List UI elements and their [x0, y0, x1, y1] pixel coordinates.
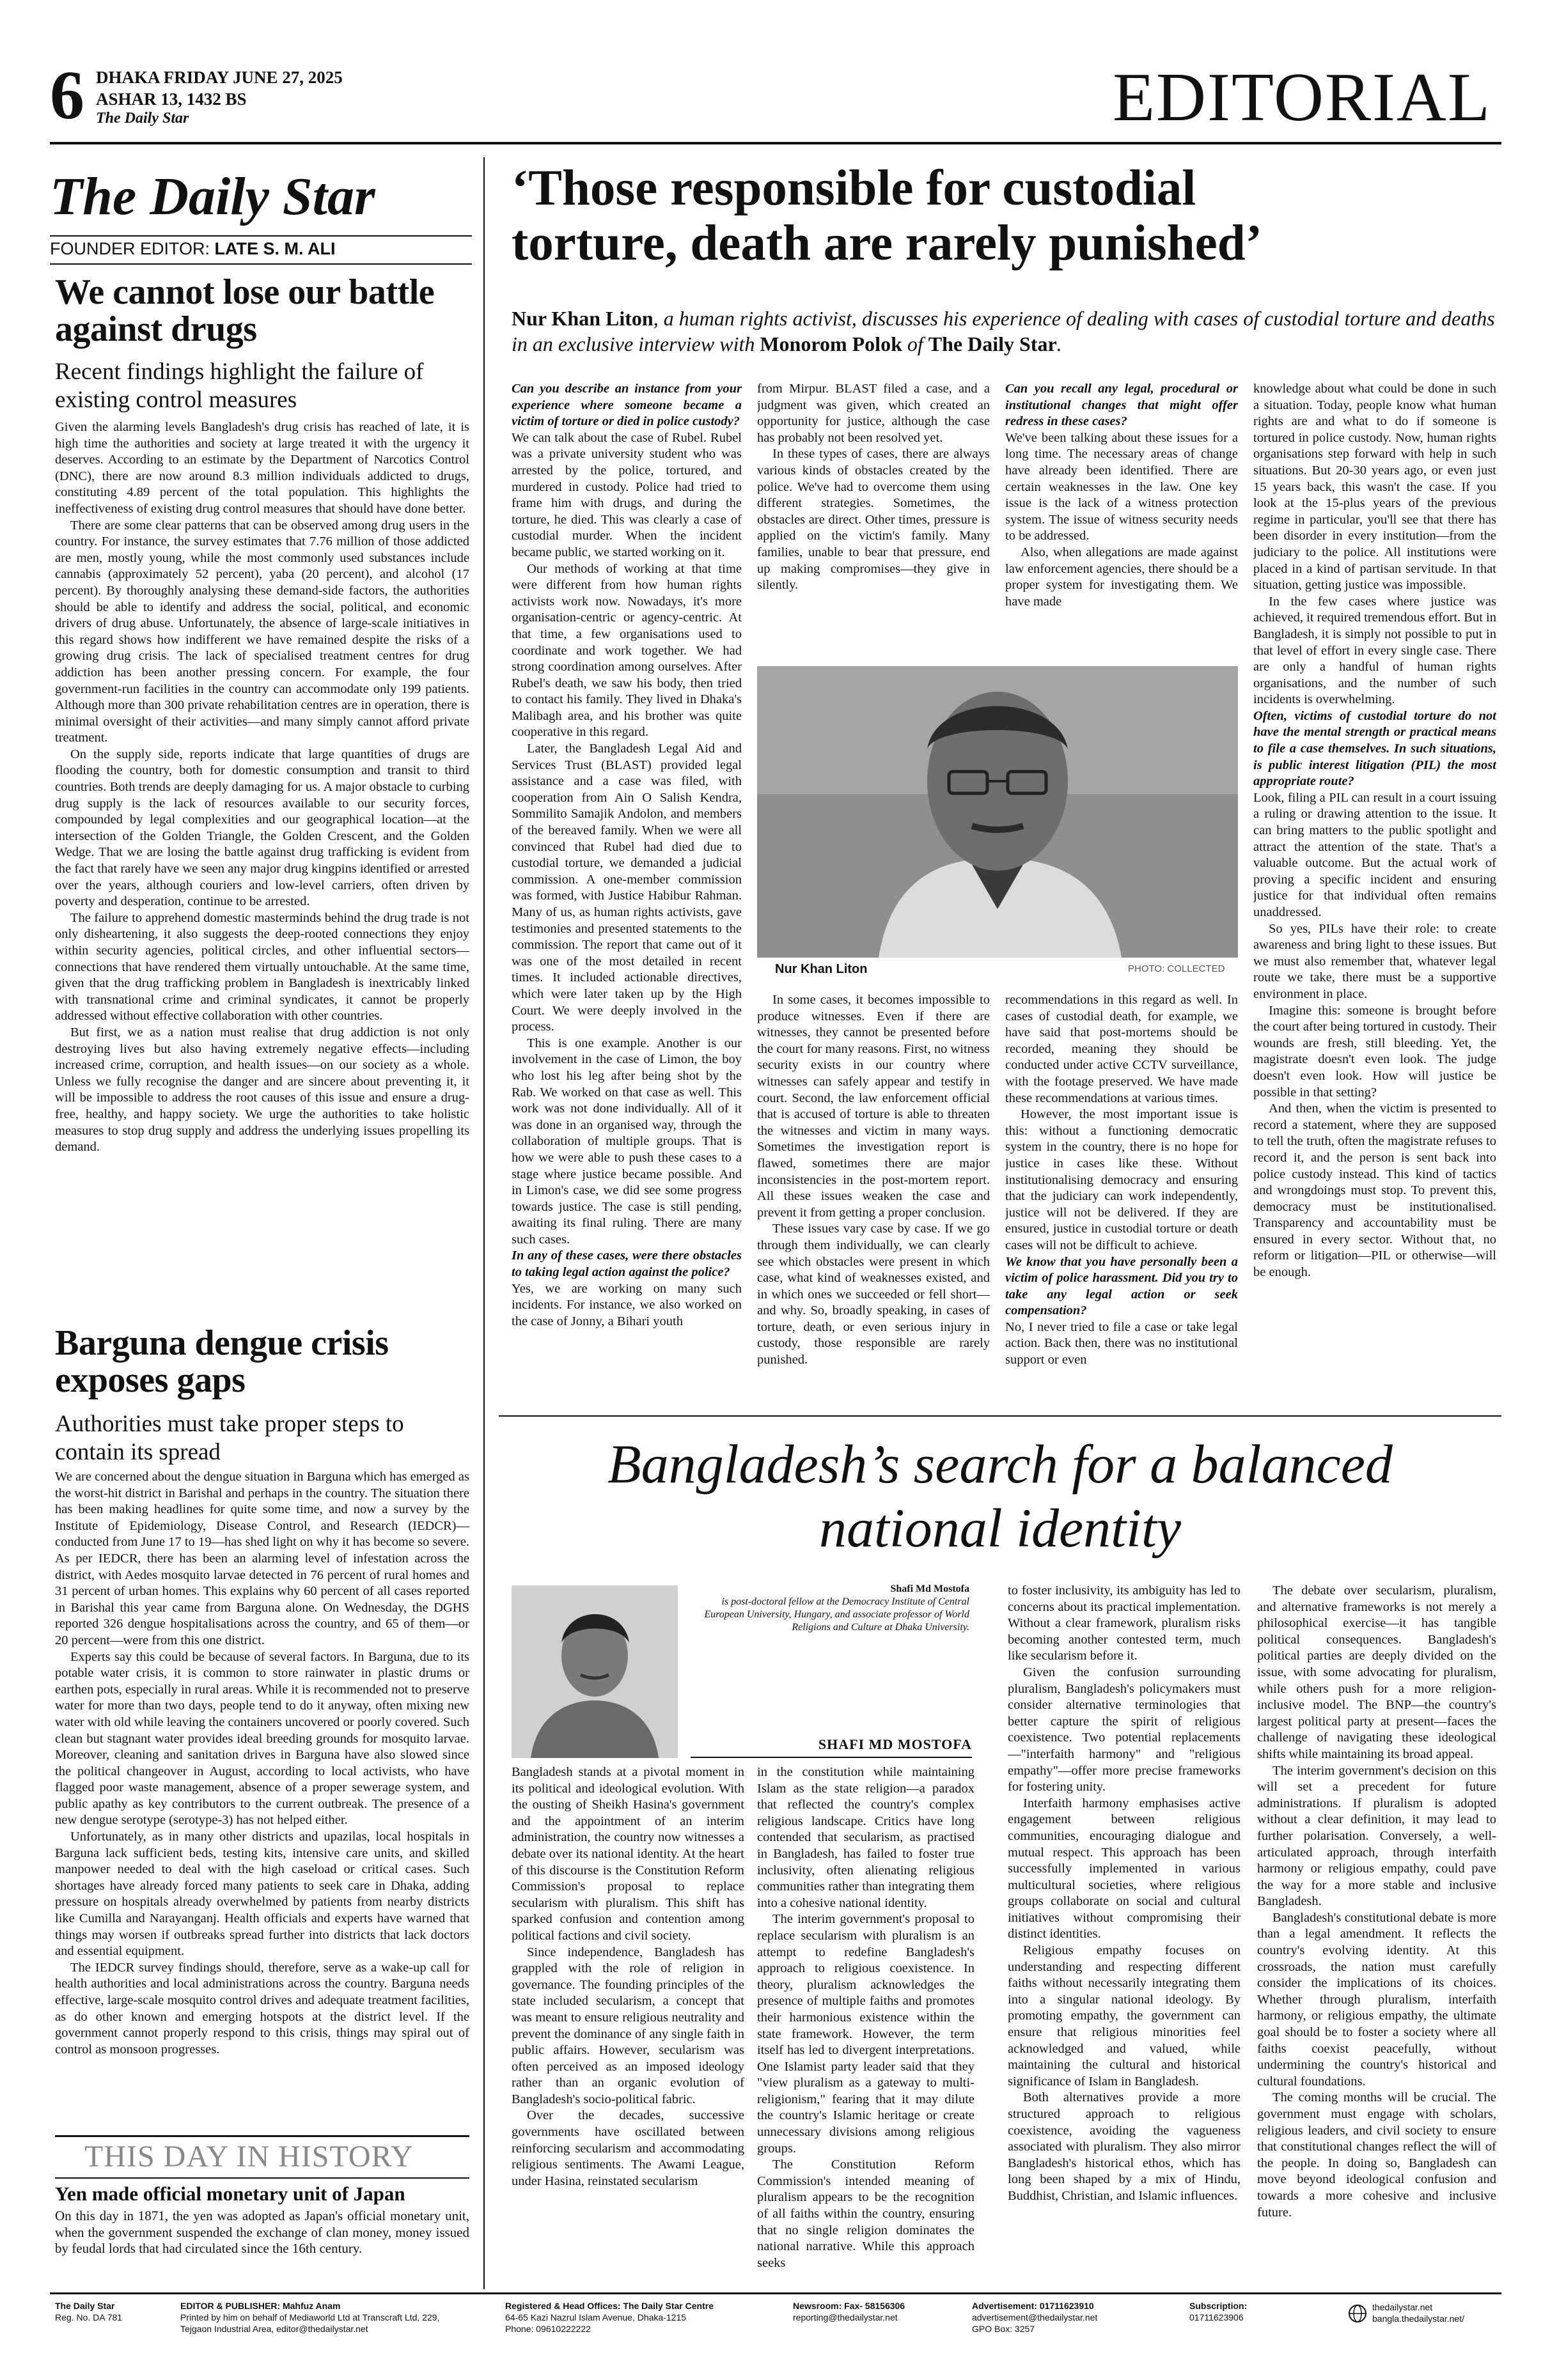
editorial1-paragraph: The failure to apprehend domestic masterminds behind the drug trade is not only disheartening, it also suggests the deep-rooted connections they enjoy within security agencies, political circles, and other influential sectors—connections that have rendered them virtually untouchable. At the same time, given that the drug trafficking problem in Bangladesh is inextricably linked with transnational crime and criminal syndicates, it cannot be properly addressed without effective collaboration with other countries.: [55, 910, 469, 1023]
website-link[interactable]: thedailystar.net: [1372, 2302, 1433, 2312]
column-divider: [483, 157, 485, 2289]
interviewee-name: Nur Khan Liton: [512, 307, 654, 330]
interview-question: Can you recall any legal, procedural or institutional changes that might offer redress in these cases?: [1005, 382, 1238, 429]
opinion-headline: [499, 1432, 1501, 1560]
opinion-paragraph: The interim government's decision on this will set a precedent for future administrations. If pluralism is adopted without a clear definition, it may lead to further polarisation. Conversely, a well-articulated approach, through interfaith harmony or religious empathy, could pave the way for a more stable and inclusive Bangladesh.: [1257, 1763, 1496, 1909]
author-byline: SHAFI MD MOSTOFA: [818, 1736, 972, 1752]
history-headline: Yen made official monetary unit of Japan: [55, 2182, 405, 2205]
editorial2-paragraph: We are concerned about the dengue situation in Barguna which has emerged as the worst-hit district in Barishal and perhaps in the country. The situation there has been making headlines for quite some time, and now a survey by the Institute of Epidemiology, Disease Control, and Research (IEDCR)—conducted from June 17 to 19—has shed light on why it has become so severe. As per IEDCR, there has been an alarming level of infestation across the district, with Aedes mosquito larvae detected in 76 percent of rural homes and 31 percent of urban homes. This explains why 60 percent of all cases reported in Barishal this year came from Barguna alone. On Wednesday, the DGHS reported 326 dengue hospitalisations across the country, and 65 of them—or 20 percent—were from this one district.: [55, 1470, 469, 1647]
history-label: THIS DAY IN HISTORY: [84, 2140, 414, 2174]
opinion-paragraph: in the constitution while maintaining Islam as the state religion—a paradox that reflected the country's complex religious landscape. Critics have long contended that secularism, as practised in Bangladesh, has failed to foster true inclusivity, often alienating religious communities rather than integrating them into a cohesive national identity.: [757, 1765, 975, 1910]
footer-line: Subscription:: [1189, 2301, 1248, 2311]
footer-line: The Daily Star: [55, 2301, 115, 2311]
intro-end: .: [1056, 332, 1062, 355]
opinion-col-1: [512, 1764, 744, 2276]
interview-answer: In some cases, it becomes impossible to produce witnesses. Even if there are witnesses, they cannot be presented before the court for many reasons. First, no witness security exists in our country where witnesses can safely appear and testify in court. Second, the law enforcement official that is accused of torture is able to threaten the witnesses and victim in many ways. Sometimes the investigation report is flawed, sometimes there are major inconsistencies in the post-mortem report. All these issues weaken the case and prevent it from getting a proper conclusion.: [757, 993, 990, 1220]
history-top-rule: [55, 2135, 469, 2137]
opinion-paragraph: Since independence, Bangladesh has grappled with the role of religion in governance. The founding principles of the state included secularism, a concept that was meant to ensure religious neutrality and prevent the dominance of any single faith in public affairs. However, secularism was often perceived as an imposed ideology rather than an organic evolution of Bangladesh's socio-political fabric.: [512, 1945, 744, 2106]
founder-editor-label: FOUNDER EDITOR:: [50, 239, 210, 258]
history-bottom-rule: [55, 2177, 469, 2179]
page-number: 6: [50, 58, 84, 134]
founder-rule: [50, 263, 472, 265]
footer-line: Reg. No. DA 781: [55, 2312, 123, 2322]
editorial2-paragraph: Experts say this could be because of several factors. In Barguna, due to its potable water crisis, it is common to store rainwater in plastic drums or earthen pots, especially in rural areas. While it is recommended not to preserve water for more than two days, people tend to do it anyway, often mixing new water with old while leaving the containers uncovered or poorly covered. Such clean but stagnant water provides ideal breeding grounds for mosquito larvae. Moreover, cleaning and sanitation drives in Barguna have also slowed since the political changeover in August, according to local activists, who have flagged poor waste management, absence of a proper sewerage system, and public apathy as key contributors to the current outbreak. The presence of a new dengue serotype (serotype-3) has not helped either.: [55, 1649, 469, 1828]
interview-answer: So yes, PILs have their role: to create awareness and bring light to these issues. But we must also remember that, whatever legal route we take, there must be a supportive environment in place.: [1253, 921, 1496, 1001]
opinion-col-2: [757, 1764, 975, 2276]
editorial1-paragraph: On the supply side, reports indicate that large quantities of drugs are flooding the country, both for domestic consumption and transit to third countries. Both trends are deeply damaging for us. A major obstacle to curbing drug supply is the lack of resources available to our security forces, compounded by legal complexities and our geographical location—at the intersection of the Golden Triangle, the Golden Crescent, and the Golden Wedge. That we are losing the battle against drug trafficking is evident from the fact that rarely have we seen any major drug kingpins identified or arrested over the years, although couriers and low-level carriers, often driven by poverty and desperation, continue to be arrested.: [55, 747, 469, 909]
opinion-col-4: [1257, 1583, 1496, 2276]
footer-col-offices: [505, 2300, 714, 2335]
footer-line: 01711623906: [1189, 2312, 1244, 2322]
interview-bottom-rule: [499, 1415, 1501, 1417]
footer-line: advertisement@thedailystar.net: [972, 2312, 1098, 2322]
editorial2-paragraph: The IEDCR survey findings should, therefore, serve as a wake-up call for health authorities and local administrations across the country. Barguna needs effective, large-scale mosquito control drives and adequate treatment facilities, as do other known and emerging hotspots at the district level. If the government cannot properly respond to this crisis, things may spiral out of control as monsoon progresses.: [55, 1960, 469, 2057]
interview-col-3: [1005, 381, 1238, 660]
section-title: EDITORIAL: [1113, 59, 1491, 136]
interview-col-2b: [757, 992, 990, 1409]
opinion-paragraph: Bangladesh stands at a pivotal moment in its political and ideological evolution. With the ousting of Sheikh Hasina's government and the appointment of an interim administration, the country now witnesses a debate over its national identity. At the heart of this discourse is the Constitution Reform Commission's proposal to replace secularism with pluralism. This shift has sparked confusion and contention among political factions and civil society.: [512, 1765, 744, 1943]
author-bio: [691, 1583, 969, 1634]
interview-answer: Imagine this: someone is brought before the court after being tortured in custody. Their wounds are fresh, still bleeding. Yet, the magistrate doesn't even look. The judge doesn't even look. How will justice be possible in that setting?: [1253, 1003, 1496, 1100]
opinion-paragraph: Both alternatives provide a more structured approach to religious coexistence, avoiding the vagueness associated with pluralism. They also mirror Bangladesh's historical ethos, which has long been shaped by a mix of Hindu, Buddhist, Christian, and Islamic influences.: [1008, 2090, 1241, 2203]
opinion-paragraph: to foster inclusivity, its ambiguity has led to concerns about its practical implementation. Without a clear framework, pluralism risks becoming another contested term, much like secularism before it.: [1008, 1583, 1241, 1663]
opinion-paragraph: Bangladesh's constitutional debate is more than a legal amendment. It reflects the country's evolving identity. At this crossroads, the nation must carefully consider the implications of its choices. Whether through pluralism, interfaith harmony, or religious empathy, the ultimate goal should be to foster a society where all faiths coexist peacefully, without undermining the country's historical and cultural foundations.: [1257, 1910, 1496, 2088]
interview-question: In any of these cases, were there obstacles to taking legal action against the police?: [512, 1248, 742, 1280]
interview-col-2: [757, 381, 990, 660]
interview-answer: knowledge about what could be done in such a situation. Today, people know what human rights are and what to do if someone is tortured in police custody. Now, human rights organisations step forward with help in such situations. But 20-30 years ago, or even just 15 years back, this wasn't the case. If you look at the 15-plus years of the previous regime in particular, you'll see that there has been disorder in every institution—from the judiciary to the police. All institutions were placed in a kind of partisan servitude. In that situation, getting justice was impossible.: [1253, 382, 1496, 593]
editorial1-body: [55, 419, 469, 1383]
opinion-col-3: [1008, 1583, 1241, 2276]
interview-col-1: [512, 381, 742, 1409]
interview-answer: These issues vary case by case. If we go through them individually, we can clearly see which obstacles were present in which case, what kind of weaknesses existed, and in which ones we succeeded or fell short—and why. So, broadly speaking, in cases of torture, death, or even serious injury in custody, those responsible are rarely punished.: [757, 1222, 990, 1367]
masthead-rule: [50, 142, 1501, 144]
globe-icon: [1348, 2304, 1367, 2326]
footer-line: Phone: 09610222222: [505, 2324, 591, 2334]
interview-answer: No, I never tried to file a case or take legal action. Back then, there was no institutional support or even: [1005, 1319, 1238, 1367]
intro-paper: The Daily Star: [928, 332, 1057, 355]
footer-col-web: [1372, 2301, 1464, 2324]
bangla-date: ASHAR 13, 1432 BS: [96, 89, 247, 109]
interview-answer: from Mirpur. BLAST filed a case, and a judgment was given, which created an opportunity for justice, although the case has probably not been resolved yet.: [757, 382, 990, 445]
footer-line: 64-65 Kazi Nazrul Islam Avenue, Dhaka-1215: [505, 2312, 687, 2322]
interview-answer: In the few cases where justice was achieved, it required tremendous effort. But in Bangladesh, it is simply not possible to put in that level of effort in every single case. There are only a handful of human rights organisations, and the number of such incidents is overwhelming.: [1253, 594, 1496, 707]
footer-col-editor: [180, 2300, 439, 2335]
interview-answer: We've been talking about these issues for a long time. The necessary areas of change have already been identified. There are certain weaknesses in the law. One key issue is the lack of a witness protection system. The issue of witness security needs to be addressed.: [1005, 430, 1238, 543]
author-portrait-illustration: [512, 1585, 678, 1758]
founder-editor-name: LATE S. M. ALI: [214, 239, 336, 258]
interview-headline-line1: ‘Those responsible for custodial: [512, 160, 1196, 216]
footer-line: GPO Box: 3257: [972, 2324, 1035, 2334]
opinion-paragraph: The coming months will be crucial. The government must engage with scholars, religious leaders, and civil society to ensure that constitutional changes reflect the will of the people. In doing so, Bangladesh can move beyond ideological confusion and towards a more cohesive and inclusive future.: [1257, 2090, 1496, 2220]
editorial2-headline: Barguna dengue crisis exposes gaps: [55, 1323, 389, 1400]
interview-answer: Also, when allegations are made against law enforcement agencies, there should be a proper system for investigating them. We have made: [1005, 545, 1238, 609]
opinion-headline-line2: national identity: [818, 1497, 1182, 1559]
interview-answer: This is one example. Another is our involvement in the case of Limon, the boy who lost his leg after being shot by the Rab. We worked on that case as well. This work was not done individually. All of it was done in an organised way, through the collaboration of multiple groups. That is how we were able to push these cases to a stage where justice became possible. And in Limon's case, we did see some progress towards justice. The case is still pending, awaiting its final ruling. There are many such cases.: [512, 1036, 742, 1247]
editorial2-subhead: Authorities must take proper steps to contain its spread: [55, 1411, 404, 1465]
opinion-paragraph: Religious empathy focuses on understanding and respecting different faiths without necessarily integrating them into a singular national ideology. By promoting empathy, the government can ensure that religious minorities feel acknowledged and valued, while maintaining the cultural and historical significance of Islam in Bangladesh.: [1008, 1943, 1241, 2088]
interview-answer: In these types of cases, there are always various kinds of obstacles created by the police. We've had to overcome them using different strategies. Sometimes, the obstacles are direct. Other times, pressure is applied on the victim's family. Many families, unable to bear that pressure, end up making compromises—they give in silently.: [757, 447, 990, 593]
footer-rule: [50, 2292, 1501, 2294]
interview-col-3b: [1005, 992, 1238, 1409]
bangla-website-link[interactable]: bangla.thedailystar.net/: [1372, 2314, 1464, 2324]
intro-text: , a human rights activist, discusses his experience of dealing with cases of custodial torture and deaths in an exclusive interview with: [512, 307, 1495, 355]
interview-answer: Look, filing a PIL can result in a court issuing a ruling or drawing attention to the issue. It can bring matters to the public spotlight and attract the attention of the state. That's a valuable outcome. But the actual work of proving a specific incident and ensuring justice for that individual often remains unaddressed.: [1253, 790, 1496, 919]
byline-rule: [691, 1757, 972, 1758]
interviewee-photo: [757, 666, 1238, 958]
history-text: On this day in 1871, the yen was adopted as Japan's official monetary unit, when the government suspended the exchange of clan money, money issued by feudal lords that had circulated since the 16th century.: [55, 2208, 469, 2256]
opinion-paragraph: The interim government's proposal to replace secularism with pluralism is an attempt to redefine Bangladesh's approach to religious coexistence. In theory, pluralism acknowledges the presence of multiple faiths and promotes their harmonious existence within the state framework. However, the term itself has led to divergent interpretations. One Islamist party leader said that they "view pluralism as a gateway to multi-religionism," fearing that it may dilute the country's Islamic heritage or create unnecessary divisions among religious groups.: [757, 1912, 975, 2156]
portrait-illustration: [757, 666, 1238, 958]
interview-answer: recommendations in this regard as well. In cases of custodial death, for example, we have said that post-mortems should be recorded, meaning they should be conducted under active CCTV surveillance, with the footage preserved. We have made these recommendations at various times.: [1005, 993, 1238, 1105]
interviewer-name: Monorom Polok: [760, 332, 902, 355]
interview-answer: Yes, we are working on many such incidents. For instance, we also worked on the case of Jonny, a Bihari youth: [512, 1281, 742, 1328]
interview-question: Can you describe an instance from your experience where someone became a victim of torture or died in police custody?: [512, 382, 742, 429]
photo-credit: PHOTO: COLLECTED: [1128, 963, 1225, 974]
interview-question: Often, victims of custodial torture do not have the mental strength or practical means to file a case themselves. In such situations, is public interest litigation (PIL) the most appropriate route?: [1253, 708, 1496, 789]
editorial1-headline: We cannot lose our battle against drugs: [55, 272, 435, 349]
footer-col-paper: [55, 2300, 122, 2323]
interview-headline: [512, 161, 1509, 271]
footer-col-ads: [972, 2300, 1097, 2335]
interview-answer: Later, the Bangladesh Legal Aid and Services Trust (BLAST) provided legal assistance and a case was filed, with cooperation from Ain O Salish Kendra, Sommilito Samajik Andolon, and members of the bereaved family. When we were all convinced that Rubel had died due to custodial torture, we demanded a judicial commission. A one-member commission was formed, with Justice Habibur Rahman. Many of us, as human rights activists, gave testimonies and presented statements to the commission. The report that came out of it was one of the most detailed in recent times. It included actionable directives, which were later taken up by the High Court. We were deeply involved in the process.: [512, 742, 742, 1034]
opinion-paragraph: Interfaith harmony emphasises active engagement between religious communities, encouraging dialogue and mutual respect. This approach has been successfully implemented in various multicultural societies, where religious groups collaborate on social and cultural initiatives without compromising their distinct identities.: [1008, 1796, 1241, 1941]
editorial1-paragraph: There are some clear patterns that can be observed among drug users in the country. For instance, the survey estimates that 7.76 million of those addicted are men, mostly young, while the most commonly used substances include cannabis (approximately 52 percent), yaba (20 percent), and alcohol (17 percent). By thoroughly analysing these demand-side factors, the authorities should be able to identify and address the social, political, and economic drivers of drug abuse. Unfortunately, the absence of large-scale initiatives in this regard shows how indifferent we have remained despite the risks of a growing drug crisis. The lack of specialised treatment centres for drug addiction has been another pressing concern. For example, the four government-run facilities in the country can accommodate only 199 patients. Although more than 300 private rehabilitation centres are in operation, there is minimal oversight of their activities—and many simply cannot afford private treatment.: [55, 518, 469, 745]
interview-answer: And then, when the victim is presented to record a statement, where they are supposed to tell the truth, often the magistrate refuses to record it, and the person is sent back into police custody instead. This kind of tactics and wrongdoings must stop. To prevent this, democracy must be institutionalised. Transparency and accountability must be ensured in every sector. Without that, no reform or litigation—PIL or otherwise—will be enough.: [1253, 1101, 1496, 1280]
editorial2-paragraph: Unfortunately, as in many other districts and upazilas, local hospitals in Barguna lack sufficient beds, testing kits, intensive care units, and skilled manpower needed to deal with the high caseload or critical cases. Such shortages have already forced many patients to seek care in Dhaka, adding pressure on hospitals already overwhelmed by patients from nearby districts like Cumilla and Narayanganj. Health officials and experts have warned that things may worsen if outbreaks spread further into districts that lack doctors and essential equipment.: [55, 1830, 469, 1959]
footer-line: Printed by him on behalf of Mediaworld Ltd at Transcraft Ltd, 229,: [180, 2312, 440, 2322]
intro-of: of: [902, 332, 928, 355]
interview-answer: We can talk about the case of Rubel. Rubel was a private university student who was arrested by the police, tortured, and murdered in custody. Police had tried to frame him with drugs, and during the torture, he died. This was clearly a case of custodial murder. When the incident became public, we started working on it.: [512, 430, 742, 559]
photo-caption: Nur Khan Liton: [775, 962, 868, 976]
opinion-paragraph: Over the decades, successive governments have oscillated between reinforcing secularism and accommodating religious sentiments. The Awami League, under Hasina, reinstated secularism: [512, 2108, 744, 2188]
paper-small-logo: The Daily Star: [96, 110, 189, 127]
editorial1-paragraph: Given the alarming levels Bangladesh's drug crisis has reached of late, it is high time the authorities and society at large treated it with the urgency it deserves. According to an estimate by the Department of Narcotics Control (DNC), there are now around 8.3 million individuals addicted to drugs, constituting 4.89 percent of the total population. This highlights the ineffectiveness of existing drug control measures that should have done better.: [55, 420, 469, 516]
author-bio-name: Shafi Md Mostofa: [890, 1583, 969, 1594]
interview-answer: Our methods of working at that time were different from how human rights activists work now. Nowadays, it's more organisation-centric or agency-centric. At that time, a few organisations used to coordinate and work together. We had strong coordination among ourselves. After Rubel's death, we saw his body, then tried to contact his family. They lived in Dhaka's Malibagh area, and his brother was quite cooperative in this regard.: [512, 561, 742, 740]
footer-line: EDITOR & PUBLISHER: Mahfuz Anam: [180, 2301, 341, 2311]
footer-line: reporting@thedailystar.net: [793, 2312, 898, 2322]
opinion-headline-line1: Bangladesh’s search for a balanced: [607, 1433, 1393, 1495]
footer-line: Advertisement: 01711623910: [972, 2301, 1094, 2311]
author-photo: [512, 1585, 678, 1758]
footer-line: Registered & Head Offices: The Daily Star Centre: [505, 2301, 714, 2311]
interview-answer: However, the most important issue is this: without a functioning democratic system in the country, there is no hope for justice in cases like these. Without institutionalising democracy and ensuring that the judiciary can work independently, justice will not be delivered. If they are ensured, justice in custodial torture or death cases will not be difficult to achieve.: [1005, 1107, 1238, 1252]
founder-editor: [50, 239, 336, 259]
footer-col-subscription: [1189, 2300, 1247, 2323]
opinion-paragraph: Given the confusion surrounding pluralism, Bangladesh's policymakers must consider alternative terminologies that better capture the spirit of religious coexistence. Two potential replacements—"interfaith harmony" and "religious empathy"—offer more precise frameworks for fostering unity.: [1008, 1665, 1241, 1794]
opinion-paragraph: The debate over secularism, pluralism, and alternative frameworks is not merely a philosophical exercise—it has tangible political consequences. Bangladesh's political parties are deeply divided on the issue, with some advocating for pluralism, while others push for a more religion-inclusive model. The BNP—the country's largest political party at present—faces the challenge of navigating these ideological shifts while maintaining its broad appeal.: [1257, 1583, 1496, 1761]
footer-col-newsroom: [793, 2300, 905, 2323]
editorial1-subhead: Recent findings highlight the failure of existing control measures: [55, 359, 424, 413]
author-bio-text: is post-doctoral fellow at the Democracy Institute of Central European University, Hungary, and associate professor of World Religions and Culture at Dhaka University.: [704, 1596, 969, 1633]
interview-intro: [512, 306, 1509, 357]
footer-line: Newsroom: Fax- 58156306: [793, 2301, 905, 2311]
interview-headline-line2: torture, death are rarely punished’: [512, 215, 1262, 271]
interview-col-4: [1253, 381, 1496, 1409]
opinion-paragraph: The Constitution Reform Commission's intended meaning of pluralism appears to be the recognition of all faiths within the country, ensuring that no single religion dominates the national narrative. While this approach seeks: [757, 2158, 975, 2270]
footer-line: Tejgaon Industrial Area, editor@thedailystar.net: [180, 2324, 368, 2334]
history-body: [55, 2208, 469, 2278]
daily-star-logo: The Daily Star: [50, 167, 375, 226]
editorial1-paragraph: But first, we as a nation must realise that drug addiction is not only destroying lives but also having extremely negative effects—including increased crime, corruption, and health issues—on our society as a whole. Unless we fully recognise the danger and are sincere about preventing it, it will be impossible to address the root causes of this issue and ensure a drug-free, healthy, and happy society. We urge the authorities to take holistic measures to stop drug supply and address the underlying issues propelling its demand.: [55, 1025, 469, 1155]
interview-question: We know that you have personally been a victim of police harassment. Did you try to take any legal action or seek compensation?: [1005, 1254, 1238, 1318]
logo-rule: [50, 235, 472, 237]
editorial2-body: [55, 1469, 469, 2144]
dateline: DHAKA FRIDAY JUNE 27, 2025: [96, 68, 343, 87]
